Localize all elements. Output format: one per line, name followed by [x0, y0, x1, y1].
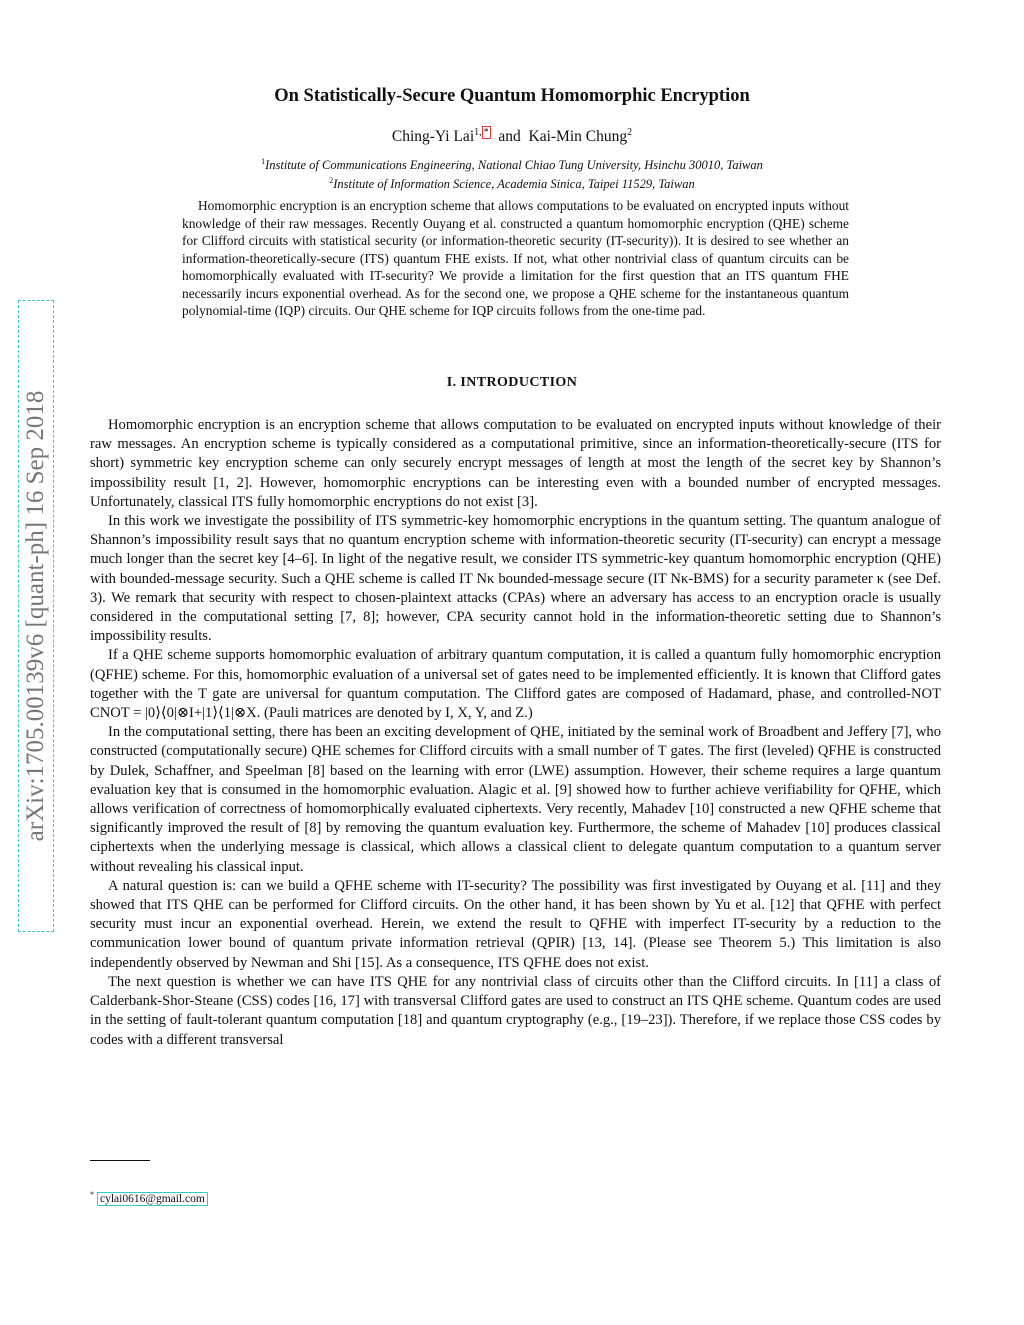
- paper-title: On Statistically-Secure Quantum Homomorphic Encryption: [274, 86, 750, 106]
- footnote-rule: [90, 1160, 150, 1161]
- body-text: [90, 416, 941, 1050]
- abstract: Homomorphic encryption is an encryption scheme that allows computations to be evaluated on encrypted inputs without knowledge of their raw messages. Recently Ouyang et al. constructed a quantum homomorphic encryption (QHE) scheme for Clifford circuits with statistical security (or information-theoretic security (IT-security)). It is desired to see whether an information-theoretically-secure (ITS) quantum FHE exists. If not, what other nontrivial class of quantum circuits can be homomorphically evaluated with IT-security? We provide a limitation for the first question that an ITS quantum FHE necessarily incurs exponential overhead. As for the second one, we propose a QHE scheme for the instantaneous quantum polynomial-time (IQP) circuits. Our QHE scheme for IQP circuits follows from the one-time pad.: [182, 198, 849, 318]
- affiliation-2: $^2$Institute of Information Science, Academia Sinica, Taipei 11529, Taiwan: [329, 176, 695, 192]
- email-link[interactable]: cylai0616@gmail.com: [97, 1192, 208, 1206]
- arxiv-id[interactable]: arXiv:1705.00139v6 [quant-ph] 16 Sep 2018: [22, 390, 49, 842]
- section-heading: I. INTRODUCTION: [446, 375, 578, 390]
- paragraph: Homomorphic encryption is an encryption scheme that allows computation to be evaluated on encrypted inputs without knowledge of their raw messages. An encryption scheme is typically considered as a computational primitive, since an information-theoretically-secure (ITS for short) symmetric key encryption scheme can only securely encrypt messages of length at most the length of the secret key by Shannon’s impossibility result [1, 2]. However, homomorphic encryptions can be interesting even with a bounded number of encrypted messages. Unfortunately, classical ITS fully homomorphic encryptions do not exist [3].: [90, 417, 941, 510]
- affiliations: [0, 154, 1024, 192]
- author-2: Kai-Min Chung: [528, 128, 628, 146]
- footnote-link[interactable]: *: [483, 127, 489, 138]
- paragraph: In this work we investigate the possibility of ITS symmetric-key homomorphic encryptions in the quantum setting. The quantum analogue of Shannon’s impossibility result says that no quantum encryption scheme with information-theoretic security (IT-security) can encrypt a message much longer than the secret key [4–6]. In light of the negative result, we consider ITS symmetric-key quantum homomorphic encryption (QHE) with bounded-message security. Such a QHE scheme is called IT Nκ bounded-message secure (IT Nκ-BMS) for a security parameter κ (see Def. 3). We remark that security with respect to chosen-plaintext attacks (CPAs) where an adversary has access to an encryption oracle is usually considered in the computational setting [7, 8]; however, CPA security cannot hold in the information-theoretic setting due to Shannon’s impossibility results.: [90, 513, 941, 645]
- arxiv-stamp: [18, 300, 54, 932]
- paragraph: A natural question is: can we build a QFHE scheme with IT-security? The possibility was first investigated by Ouyang et al. [11] and they showed that ITS QHE can be performed for Clifford circuits. On the other hand, it has been shown by Yu et al. [12] that QFHE with perfect security must incur an exponential overhead. Herein, we extend the result to QFHE with imperfect IT-security by a reduction to the communication lower bound of quantum private information retrieval (QPIR) [13, 14]. (Please see Theorem 5.) This limitation is also independently observed by Newman and Shi [15]. As a consequence, ITS QFHE does not exist.: [90, 877, 941, 971]
- author-line: [0, 127, 1024, 146]
- paragraph: In the computational setting, there has been an exciting development of QHE, initiated by the seminal work of Broadbent and Jeffery [7], who constructed (computationally secure) QHE schemes for Clifford circuits with a small number of T gates. The first (leveled) QFHE is constructed by Dulek, Schaffner, and Speelman [8] based on the learning with error (LWE) assumption. However, their scheme requires a large quantum evaluation key that is consumed in the homomorphic evaluation. Alagic et al. [9] showed how to further achieve verifiability for QFHE, which allows verification of correctness of homomorphically evaluated ciphertexts. Very recently, Mahadev [10] constructed a new QFHE scheme that significantly improved the result of [8] by removing the quantum evaluation key. Furthermore, the scheme of Mahadev [10] produces classical ciphertexts when the underlying message is classical, which allows a classical client to delegate quantum computation to a quantum server without revealing his classical input.: [90, 724, 941, 875]
- affiliation-1: $^1$Institute of Communications Engineering, National Chiao Tung University, Hsinchu 30010, Taiwan: [261, 157, 763, 173]
- paragraph: The next question is whether we can have ITS QHE for any nontrivial class of circuits other than the Clifford circuits. In [11] a class of Calderbank-Shor-Steane (CSS) codes [16, 17] with transversal Clifford gates are used to construct an ITS QHE scheme. Quantum codes are used in the setting of fault-tolerant quantum computation [18] and quantum cryptography (e.g., [19–23]). Therefore, if we replace those CSS codes by codes with a different transversal: [90, 973, 941, 1048]
- author-2-affil: 2: [627, 127, 633, 138]
- author-1-affil: 1,: [474, 127, 482, 138]
- footnote: [90, 1190, 208, 1205]
- and-word: and: [498, 128, 521, 146]
- footnote-mark: *: [90, 1190, 94, 1199]
- author-1: Ching-Yi Lai: [391, 128, 475, 146]
- paragraph: If a QHE scheme supports homomorphic evaluation of arbitrary quantum computation, it is called a quantum fully homomorphic encryption (QFHE) scheme. For this, homomorphic evaluation of a universal set of gates need to be implemented efficiently. It is known that Clifford gates together with the T gate are universal for quantum computation. The Clifford gates are composed of Hadamard, phase, and controlled-NOT CNOT = |0⟩⟨0|⊗I+|1⟩⟨1|⊗X. (Pauli matrices are denoted by I, X, Y, and Z.): [90, 647, 941, 722]
